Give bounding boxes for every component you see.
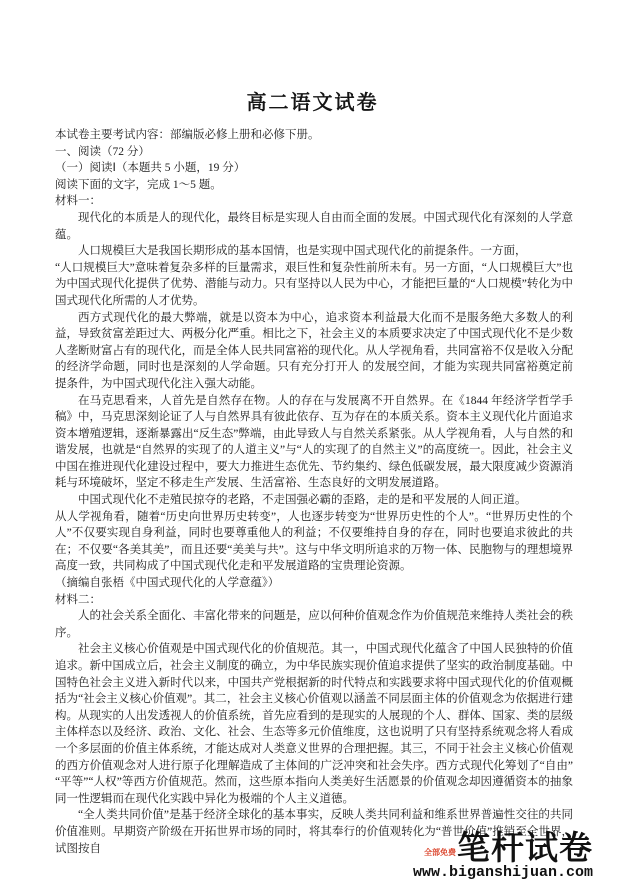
- page-title: 高二语文试卷: [246, 92, 379, 114]
- section-one-heading: 一、阅读（72 分）: [55, 145, 150, 158]
- document-body: [0, 115, 625, 857]
- body-paragraph: 在马克思看来，人首先是自然存在物。人的存在与发展离不开自然界。在《1844 年经济学哲学手稿》中，马克思深刻论证了人与自然界具有彼此依存、互为存在的本质关系。资本主义现代化片面追求资本增殖逻辑，逐渐暴露出“反生态”弊端，由此导致人与自然关系紧张。从人学视角看，人与自然的和谐发展，也就是“自然界的实现了的人道主义”与“人的实现了的自然主义”的高度统一。因此，社会主义中国在推进现代化建设过程中，要大力推进生态优先、节约集约、绿色低碳发展，最大限度减少资源消耗与环境破坏，坚定不移走生产发展、生活富裕、生态良好的文明发展道路。: [55, 394, 573, 490]
- reading-instruction: 阅读下面的文字，完成 1～5 题。: [55, 178, 222, 191]
- body-paragraph: “全人类共同价值”是基于经济全球化的基本事实，反映人类共同利益和维系世界普遍性交往的共同价值准则。早期资产阶级在开拓世界市场的同时，将其奉行的价值观转化为“普世价值”推销至全世界，试图按自: [55, 809, 573, 855]
- watermark-url: www.biganshijuan.com: [412, 864, 593, 882]
- watermark-brand-logo: 笔杆试卷: [457, 829, 593, 867]
- body-paragraph: 西方式现代化的最大弊端，就是以资本为中心，追求资本利益最大化而不是服务绝大多数人的利益，导致贫富差距过大、两极分化严重。相比之下，社会主义的本质要求决定了中国式现代化不是少数人垄断财富占有的现代化，而是全体人民共同富裕的现代化。从人学视角看，共同富裕不仅是收入分配的经济学命题，同时也是深刻的人学命题。只有充分打开人 的发展空间，才能为实现共同富裕奠定前提条件，为中国式现代化注入强大动能。: [55, 311, 573, 390]
- body-paragraph: 现代化的本质是人的现代化，最终目标是实现人自由而全面的发展。中国式现代化有深刻的人学意蕴。: [55, 211, 573, 241]
- body-paragraph: 中国式现代化不走殖民掠夺的老路，不走国强必霸的歪路，走的是和平发展的人间正道。: [78, 494, 527, 507]
- watermark-top-row: [413, 829, 593, 867]
- body-paragraph: 人的社会关系全面化、丰富化带来的问题是，应以何种价值观念作为价值规范来维持人类社会的秩序。: [55, 610, 573, 639]
- body-paragraph: 人口规模巨大是我国长期形成的基本国情，也是实现中国式现代化的前提条件。一方面，: [78, 245, 527, 258]
- subsection-heading: （一）阅读Ⅰ（本题共 5 小题，19 分）: [55, 162, 246, 175]
- material-one-label: 材料一：: [55, 195, 101, 208]
- watermark-free-badge: 全部免费: [424, 848, 456, 858]
- material-two-label: 材料二：: [55, 593, 101, 606]
- publisher-watermark: [413, 831, 593, 883]
- source-attribution: （摘编自张梧《中国式现代化的人学意蕴》）: [55, 577, 280, 590]
- body-paragraph: “人口规模巨大”意味着复杂多样的巨量需求，艰巨性和复杂性前所未有。另一方面，“人口规模巨大”也为中国式现代化提供了优势、潜能与动力。只有坚持以人民为中心，才能把巨量的“人口规模”转化为中国式现代化所需的人才优势。: [55, 261, 573, 307]
- exam-scope-note: 本试卷主要考试内容：部编版必修上册和必修下册。: [55, 129, 320, 141]
- body-paragraph: 从人学视角看，随着“历史向世界历史转变”，人也逐步转变为“世界历史性的个人”。“世界历史性的个人”不仅要实现自身利益，同时也要尊重他人的利益；不仅要维持自身的存在，同时也要追求彼此的共在；不仅要“各美其美”，而且还要“美美与共”。这与中华文明所追求的万物一体、民胞物与的理想境界高度一致，共同构成了中国式现代化走和平发展道路的宝贵理论资源。: [55, 510, 573, 573]
- body-paragraph: 社会主义核心价值观是中国式现代化的价值规范。其一，中国式现代化蕴含了中国人民独特的价值追求。新中国成立后，社会主义制度的确立，为中华民族实现价值追求提供了坚实的政治制度基础。中国特色社会主义进入新时代以来，中国共产党根据新的时代特点和实践要求将中国式现代化的价值观概括为“社会主义核心价值观”。其二，社会主义核心价值观以涵盖不同层面主体的价值观念为依据进行建构。从现实的人出发透视人的价值系统，首先应看到的是现实的人展现的个人、群体、国家、类的层级主体样态以及经济、政治、文化、社会、生态等多元价值维度，这也说明了只有坚持系统观念将人看成一个多层面的价值主体系统，才能达成对人类意义世界的合理把握。其三，不同于社会主义核心价值观的西方价值观念对人进行原子化理解造成了主体间的广泛冲突和社会失序。西方式现代化筹划了“自由”“平等”“人权”等西方价值规范。然而，这些原本指向人类美好生活愿景的价值观念却因遵循资本的抽象同一性逻辑而在现代化实践中异化为极端的个人主义道德。: [55, 643, 573, 805]
